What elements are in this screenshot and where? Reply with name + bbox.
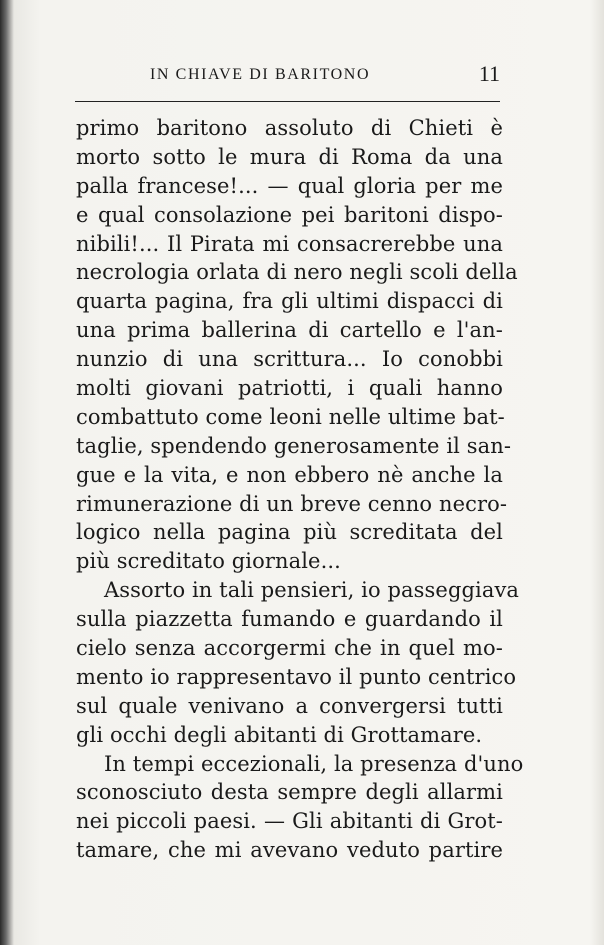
- text-line: e qual consolazione pei baritoni dispo-: [76, 202, 503, 227]
- body-text: [76, 114, 524, 865]
- text-line: sulla piazzetta fumando e guardando il: [76, 607, 503, 632]
- text-line: taglie, spendendo generosamente il san-: [76, 433, 512, 458]
- text-line: gue e la vita, e non ebbero nè anche la: [76, 462, 503, 487]
- text-line: più screditato giornale...: [76, 549, 341, 574]
- text-line: gli occhi degli abitanti di Grottamare.: [76, 722, 483, 747]
- text-line: sconosciuto desta sempre degli allarmi: [76, 780, 503, 805]
- text-line: tamare, che mi avevano veduto partire: [76, 838, 503, 863]
- text-line: molti giovani patriotti, i quali hanno: [76, 376, 503, 401]
- text-line: primo baritono assoluto di Chieti è: [76, 116, 503, 140]
- page-number: 11: [478, 61, 500, 86]
- page-edge-shading: [590, 0, 604, 945]
- text-line: logico nella pagina più screditata del: [76, 520, 503, 545]
- text-line: In tempi eccezionali, la presenza d'uno: [104, 751, 524, 776]
- text-line: nei piccoli paesi. — Gli abitanti di Grot-: [76, 809, 503, 834]
- text-line: necrologia orlata di nero negli scoli della: [76, 260, 518, 285]
- text-line: nibili!... Il Pirata mi consacrerebbe una: [76, 231, 503, 256]
- text-line: morto sotto le mura di Roma da una: [76, 144, 503, 169]
- text-line: palla francese!... — qual gloria per me: [76, 173, 503, 198]
- text-line: Assorto in tali pensieri, io passeggiava: [104, 578, 520, 603]
- text-line: mento io rappresentavo il punto centrico: [76, 664, 517, 689]
- text-line: rimunerazione di un breve cenno necro-: [76, 491, 508, 516]
- header-rule: [75, 101, 500, 102]
- text-line: quarta pagina, fra gli ultimi dispacci di: [76, 289, 503, 314]
- text-line: combattuto come leoni nelle ultime bat-: [76, 404, 505, 429]
- text-line: una prima ballerina di cartello e l'an-: [76, 318, 503, 343]
- text-line: sul quale venivano a convergersi tutti: [76, 693, 503, 718]
- page-header: [150, 61, 502, 88]
- text-line: nunzio di una scrittura... Io conobbi: [76, 347, 503, 372]
- text-line: cielo senza accorgermi che in quel mo-: [76, 636, 503, 661]
- running-title: IN CHIAVE DI BARITONO: [150, 66, 371, 83]
